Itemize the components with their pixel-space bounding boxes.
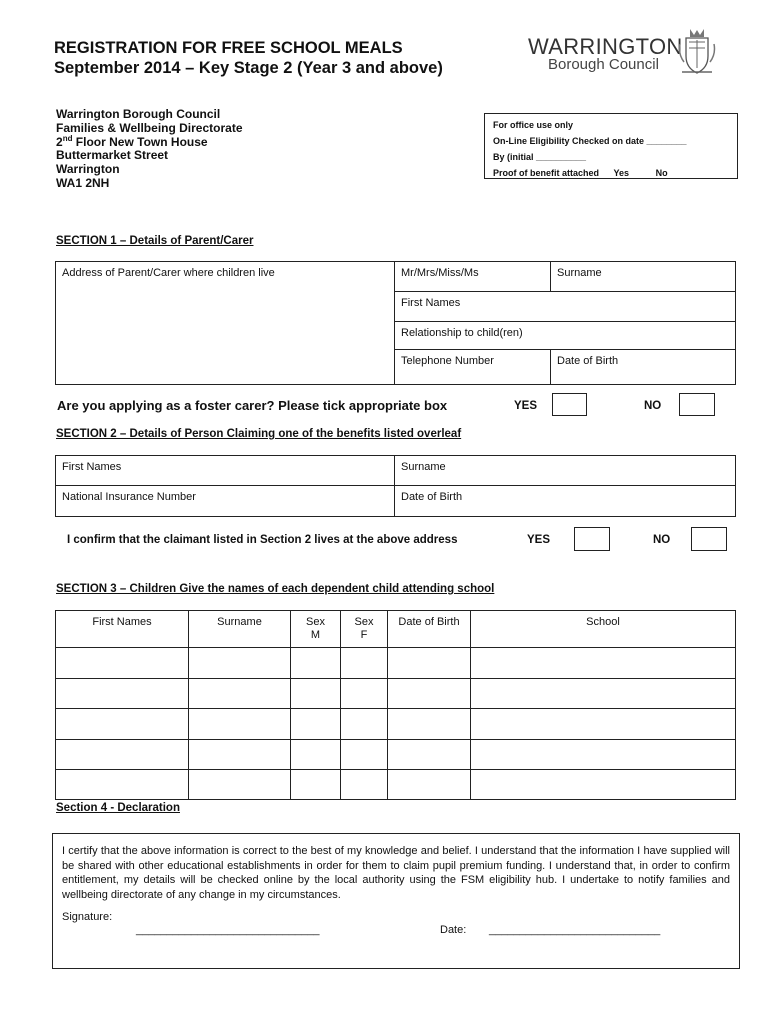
child-surname-cell[interactable] <box>189 740 291 770</box>
confirm-no-label: NO <box>653 534 671 546</box>
parent-surname-label: Surname <box>557 267 602 279</box>
child-school-cell[interactable] <box>471 709 736 740</box>
claimant-first-names-label: First Names <box>62 461 122 473</box>
date-label: Date: <box>440 923 467 936</box>
section-4-heading: Section 4 - Declaration <box>56 802 180 814</box>
child-first-names-cell[interactable] <box>56 770 189 800</box>
council-address <box>56 108 243 191</box>
logo-text-warrington: WARRINGTON <box>528 34 683 59</box>
children-table <box>55 610 736 800</box>
foster-yes-label: YES <box>514 400 538 412</box>
child-surname-cell[interactable] <box>189 709 291 740</box>
claimant-ni-field[interactable] <box>56 486 395 517</box>
child-first-names-cell[interactable] <box>56 679 189 709</box>
child-sex-m-cell[interactable] <box>291 648 341 679</box>
child-school-cell[interactable] <box>471 770 736 800</box>
office-proof-row <box>493 165 729 181</box>
parent-first-names-label: First Names <box>401 297 461 309</box>
foster-question: Are you applying as a foster carer? Please tick appropriate box <box>57 398 448 413</box>
signature-label: Signature: <box>62 911 113 923</box>
sex-m-label: Sex <box>306 616 325 628</box>
child-surname-cell[interactable] <box>189 648 291 679</box>
child-school-cell[interactable] <box>471 740 736 770</box>
child-school-cell[interactable] <box>471 679 736 709</box>
address-line-3-suffix: nd <box>62 133 73 143</box>
parent-relationship-field[interactable] <box>395 322 736 350</box>
table-row <box>56 770 736 800</box>
parent-telephone-label: Telephone Number <box>401 355 494 367</box>
confirm-address-text: I confirm that the claimant listed in Section 2 lives at the above address <box>67 534 458 546</box>
child-sex-f-cell[interactable] <box>341 648 388 679</box>
col-header-sex-f <box>341 611 388 648</box>
office-title: For office use only <box>493 120 574 130</box>
child-first-names-cell[interactable] <box>56 709 189 740</box>
child-dob-cell[interactable] <box>388 770 471 800</box>
child-sex-f-cell[interactable] <box>341 740 388 770</box>
declaration-box <box>52 833 740 969</box>
confirm-yes-label: YES <box>527 534 551 546</box>
office-use-box <box>484 113 738 179</box>
claimant-ni-label: National Insurance Number <box>62 491 196 503</box>
parent-dob-label: Date of Birth <box>557 355 619 367</box>
parent-dob-field[interactable] <box>551 350 736 385</box>
table-row <box>56 648 736 679</box>
claimant-first-names-field[interactable] <box>56 456 395 486</box>
claimant-details-table <box>55 455 736 517</box>
council-logo <box>528 26 718 78</box>
parent-address-field[interactable] <box>56 262 395 385</box>
parent-telephone-field[interactable] <box>395 350 551 385</box>
col-header-sex-m <box>291 611 341 648</box>
declaration-text: I certify that the above information is correct to the best of my knowledge and belief. I understand that the information I have supplied will be shared with other educational establishments in order for them to claim pupil premium funding. I understand that, in order to confirm entitlement, my details will be checked online by the local authority using the FSM eligibility hub. I undertake to notify families and wellbeing directorate of any change in my circumstances. <box>62 845 730 901</box>
address-line-2: Families & Wellbeing Directorate <box>56 120 243 135</box>
parent-first-names-field[interactable] <box>395 292 736 322</box>
child-sex-f-cell[interactable] <box>341 679 388 709</box>
crest-icon <box>678 26 716 76</box>
foster-no-label: NO <box>644 400 662 412</box>
sex-f-value: F <box>360 629 368 641</box>
child-dob-cell[interactable] <box>388 709 471 740</box>
office-proof-no: No <box>655 168 668 178</box>
address-line-3-number: 2 <box>56 134 63 149</box>
office-proof-yes: Yes <box>613 168 630 178</box>
sex-m-value: M <box>310 629 321 641</box>
child-surname-cell[interactable] <box>189 770 291 800</box>
table-row <box>56 679 736 709</box>
table-row <box>56 709 736 740</box>
confirm-yes-checkbox[interactable] <box>574 527 610 551</box>
parent-details-table <box>55 261 736 385</box>
page-title <box>54 38 443 78</box>
logo-text-borough: Borough Council <box>548 56 659 73</box>
address-line-5: Warrington <box>56 162 120 177</box>
date-line[interactable]: ____________________________ <box>489 923 661 936</box>
address-line-4: Buttermarket Street <box>56 148 169 163</box>
foster-yes-checkbox[interactable] <box>552 393 587 416</box>
child-sex-m-cell[interactable] <box>291 740 341 770</box>
office-eligibility-check: On-Line Eligibility Checked on date ________ <box>493 136 687 146</box>
office-proof-label: Proof of benefit attached <box>493 168 600 178</box>
parent-relationship-label: Relationship to child(ren) <box>401 327 523 339</box>
child-dob-cell[interactable] <box>388 740 471 770</box>
child-school-cell[interactable] <box>471 648 736 679</box>
child-surname-cell[interactable] <box>189 679 291 709</box>
section-2-heading: SECTION 2 – Details of Person Claiming one of the benefits listed overleaf <box>56 428 462 440</box>
child-first-names-cell[interactable] <box>56 740 189 770</box>
parent-address-label: Address of Parent/Carer where children live <box>62 267 275 279</box>
claimant-surname-label: Surname <box>401 461 446 473</box>
child-dob-cell[interactable] <box>388 648 471 679</box>
claimant-dob-field[interactable] <box>395 486 736 517</box>
title-line-2: September 2014 – Key Stage 2 (Year 3 and above) <box>54 59 443 77</box>
address-line-3-text: Floor New Town House <box>72 134 208 149</box>
confirm-no-checkbox[interactable] <box>691 527 727 551</box>
address-line-1: Warrington Borough Council <box>56 107 221 121</box>
parent-title-field[interactable] <box>395 262 551 292</box>
col-header-dob: Date of Birth <box>388 611 471 648</box>
title-line-1: REGISTRATION FOR FREE SCHOOL MEALS <box>54 39 403 57</box>
child-first-names-cell[interactable] <box>56 648 189 679</box>
section-3-heading: SECTION 3 – Children Give the names of each dependent child attending school <box>56 583 495 595</box>
child-sex-f-cell[interactable] <box>341 770 388 800</box>
signature-line[interactable]: ______________________________ <box>136 923 320 936</box>
claimant-dob-label: Date of Birth <box>401 491 463 503</box>
parent-title-label: Mr/Mrs/Miss/Ms <box>401 267 479 279</box>
col-header-school: School <box>471 611 736 648</box>
col-header-surname: Surname <box>189 611 291 648</box>
claimant-surname-field[interactable] <box>395 456 736 486</box>
children-header-row <box>56 611 736 648</box>
parent-surname-field[interactable] <box>551 262 736 292</box>
section-1-heading: SECTION 1 – Details of Parent/Carer <box>56 235 254 247</box>
address-line-6: WA1 2NH <box>56 175 110 190</box>
child-sex-f-cell[interactable] <box>341 709 388 740</box>
child-dob-cell[interactable] <box>388 679 471 709</box>
child-sex-m-cell[interactable] <box>291 709 341 740</box>
table-row <box>56 740 736 770</box>
office-initials: By (initial __________ <box>493 152 587 162</box>
child-sex-m-cell[interactable] <box>291 770 341 800</box>
address-line-3 <box>56 133 243 150</box>
child-sex-m-cell[interactable] <box>291 679 341 709</box>
col-header-first-names: First Names <box>56 611 189 648</box>
foster-no-checkbox[interactable] <box>679 393 715 416</box>
signature-date-row <box>62 925 730 941</box>
sex-f-label: Sex <box>354 616 374 628</box>
